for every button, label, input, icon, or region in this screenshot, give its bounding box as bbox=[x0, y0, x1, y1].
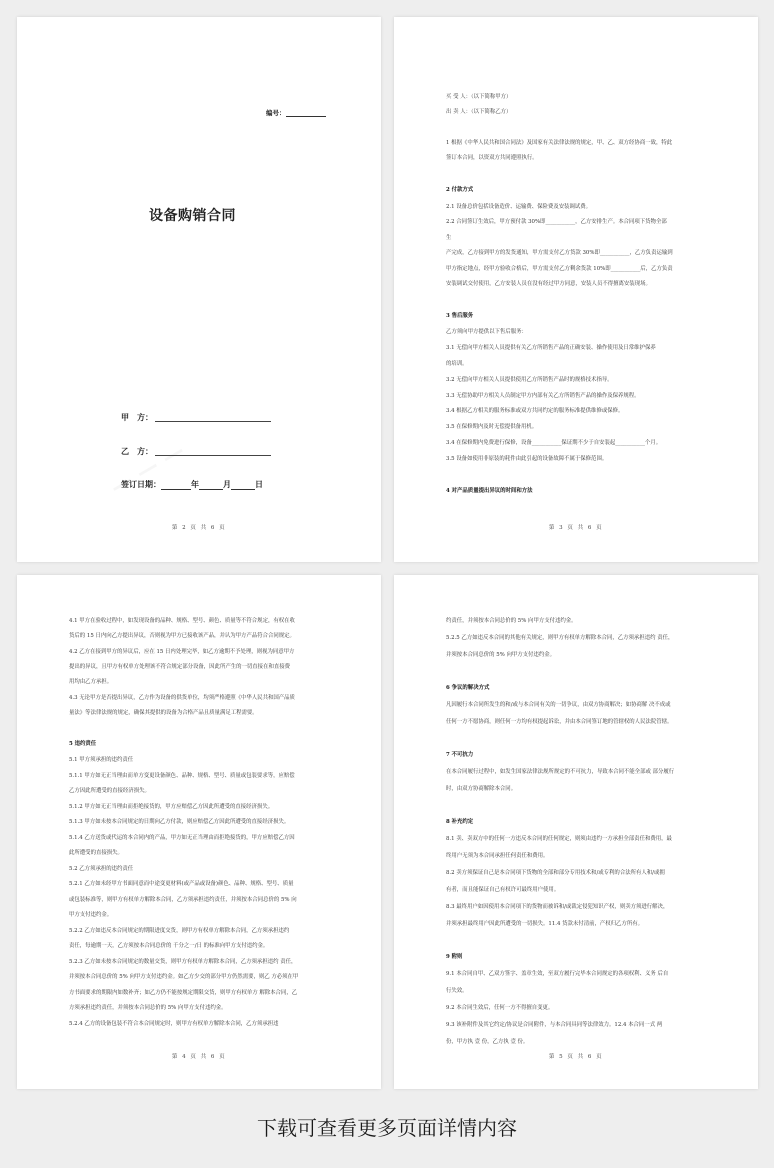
section-heading: 3 售后服务 bbox=[446, 313, 474, 319]
text-line: 5.2.3 乙方如未按本合同规定的数量交货，则甲方有权单方解除本合同，乙方须承担违约 责任， bbox=[69, 959, 297, 965]
page-folio: 第 5 页 共 6 页 bbox=[548, 1054, 604, 1060]
text-line: 3.5 设备如使用非原装的耗件由此引起的设备故障不属于保修范围。 bbox=[446, 456, 608, 462]
text-line: 8.3 最终用户如因使用本合同项下的货物而被诉和/或裁定侵犯知识产权，则卖方须进行解决， bbox=[446, 904, 669, 910]
text-line: 用均由乙方承担。 bbox=[69, 679, 113, 685]
page-folio: 第 3 页 共 6 页 bbox=[548, 525, 604, 531]
text-line: 凡因履行本合同所发生的和/或与本合同有关的一切争议，由双方协商解决；如协商解 决不成或 bbox=[446, 702, 671, 708]
text-line: 量法》等法律法规的规定，确保其提供的设备为合格产品且质量满足工程需要。 bbox=[69, 710, 258, 716]
text-line: 行失效。 bbox=[446, 988, 468, 994]
party-a-row bbox=[121, 412, 281, 426]
text-line: 生 bbox=[446, 235, 452, 241]
sign-date-row bbox=[121, 479, 263, 490]
text-line: 责任，每逾期一天，乙方须按本合同总价的 千分之一/日 的标准向甲方支付违约金。 bbox=[69, 943, 269, 949]
party-a-line bbox=[155, 421, 271, 422]
sign-date-label: 签订日期： bbox=[121, 479, 161, 489]
text-line: 5.1.1 甲方如无正当理由而单方变更设备颜色、品种、规格、型号、质量或包装要求等，应赔偿 bbox=[69, 773, 295, 779]
month-label: 月 bbox=[223, 479, 231, 489]
text-line: 并须按本合同总价的 5% 向甲方支付违约金。如乙方少交的部分甲方仍然需要，则乙 方必须在甲 bbox=[69, 974, 299, 980]
section-heading: 5 违约责任 bbox=[69, 741, 97, 747]
text-line: 3.4 根据乙方相关的服务标准或双方共同约定的服务标准提供维修或保修。 bbox=[446, 408, 624, 414]
section-heading: 4 对产品质量提出异议的时间和方法 bbox=[446, 488, 533, 494]
text-line: 5.2.1 乙方如未经甲方书面同意而中途变更材料(或产品或设备)颜色、品种、规格、型号、质量 bbox=[69, 881, 294, 887]
text-line: 终用户无须为本合同承担任何责任和费用。 bbox=[446, 853, 549, 859]
contract-number bbox=[266, 108, 326, 117]
text-line: 乙方因此所遭受的直接经济损失。 bbox=[69, 788, 150, 794]
day-line bbox=[231, 481, 255, 490]
text-line: 在本合同履行过程中，如发生国家法律法规所规定的不可抗力，导致本合同不能全部或 部分履行 bbox=[446, 769, 675, 775]
text-line: 3.2 无偿向甲方相关人员提供使用乙方所销售产品时的规格技术指导。 bbox=[446, 377, 613, 383]
text-line: 5.2.4 乙方的设备包装不符合本合同规定时，则甲方有权单方解除本合同，乙方须承担违 bbox=[69, 1021, 279, 1027]
text-line: 2.2 合同签订生效后，甲方预付款 30%即___________，乙方安排生产。本合同项下货物全部 bbox=[446, 219, 667, 225]
text-line: 甲方支付违约金。 bbox=[69, 912, 113, 918]
text-line: 方须承担违约责任，并须按本合同总价的 5% 向甲方支付违约金。 bbox=[69, 1005, 227, 1011]
year-line bbox=[161, 481, 191, 490]
text-line: 货后的 15 日内向乙方提出异议，否则视为甲方已接收该产品，并认为甲方产品符合合同规定。 bbox=[69, 633, 295, 639]
section-heading: 6 争议的解决方式 bbox=[446, 685, 490, 691]
text-line: 签订本合同，以资双方共同遵照执行。 bbox=[446, 155, 538, 161]
text-line: 此所遭受的直接损失。 bbox=[69, 850, 123, 856]
section-heading: 8 补充约定 bbox=[446, 819, 474, 825]
text-line: 1 根据《中华人民共和国合同法》及国家有关法律法规的规定，甲、乙、双方经协商一致，特此 bbox=[446, 140, 673, 146]
text-line: 9.2 本合同生效后，任何一方不得擅自变更。 bbox=[446, 1005, 554, 1011]
contract-page-3 bbox=[394, 17, 758, 562]
text-line: 5.1.2 甲方如无正当理由而拒绝接货的，甲方应赔偿乙方因此所遭受的直接经济损失。 bbox=[69, 804, 274, 810]
text-line: 5.1 甲方须承担的违约责任 bbox=[69, 757, 134, 763]
contract-page-4 bbox=[17, 575, 381, 1089]
text-line: 并须承担最终用户因此所遭受的一切损失。11.4 货款未付清前，产权归乙方所有。 bbox=[446, 921, 643, 927]
party-a-label: 甲 方： bbox=[121, 412, 153, 422]
text-line: 有者，而且能保证自己有权许可最终用户使用。 bbox=[446, 887, 560, 893]
contract-cover-page bbox=[17, 17, 381, 562]
text-line: 份，甲方执 壹 份，乙方执 壹 份。 bbox=[446, 1039, 529, 1045]
text-line: 买 受 人：（以下简称甲方） bbox=[446, 94, 512, 100]
text-line: 5.1.3 甲方如未按本合同规定的日期向乙方付款，则应赔偿乙方因此所遭受的直接经济损失。 bbox=[69, 819, 290, 825]
text-line: 时，由双方协商解除本合同。 bbox=[446, 786, 517, 792]
text-line: 4.1 甲方在验收过程中，如发现设备的品种、规格、型号、颜色、质量等不符合规定，有权在收 bbox=[69, 618, 295, 624]
text-line: 出 卖 人：（以下简称乙方） bbox=[446, 109, 512, 115]
text-line: 安装调试交付使用，乙方安装人员在没有经过甲方同意，安装人员不得擅离安装现场。 bbox=[446, 281, 651, 287]
text-line: 3.3 无偿协助甲方相关人员制定甲方内部有关乙方所销售产品的操作及保养规程。 bbox=[446, 393, 640, 399]
text-line: 产完成，乙方接到甲方的发货通知，甲方需支付乙方货款 30%即___________，乙方负责运输到 bbox=[446, 250, 673, 256]
text-line: 3.1 无偿向甲方相关人员提供有关乙方所销售产品的正确安装、操作使用及日常维护保养 bbox=[446, 345, 656, 351]
section-heading: 2 付款方式 bbox=[446, 187, 474, 193]
year-label: 年 bbox=[191, 479, 199, 489]
month-line bbox=[199, 481, 223, 490]
text-line: 约责任，并须按本合同总价的 5% 向甲方支付违约金。 bbox=[446, 618, 577, 624]
text-line: 5.2.2 乙方如违反本合同规定的期限进度交货，则甲方有权单方解除本合同，乙方须承担违约 bbox=[69, 928, 290, 934]
text-line: 5.2 乙方须承担的违约责任 bbox=[69, 866, 134, 872]
party-b-label: 乙 方： bbox=[121, 446, 153, 456]
text-line: 8.2 卖方须保证自己是本合同项下货物的全部和部分专用技术和/或专利的合法所有人和/或拥 bbox=[446, 870, 665, 876]
contract-number-line bbox=[286, 110, 326, 117]
text-line: 9.3 该补附件及其它约定/协议是合同附件，与本合同具同等法律效力。12.4 本合同一式 两 bbox=[446, 1022, 663, 1028]
text-line: 3.5 在保修期内及时无偿提供备用机。 bbox=[446, 424, 538, 430]
text-line: 的培训。 bbox=[446, 361, 468, 367]
page-folio: 第 4 页 共 6 页 bbox=[171, 1054, 227, 1060]
party-b-row bbox=[121, 446, 281, 460]
section-heading: 7 不可抗力 bbox=[446, 752, 474, 758]
text-line: 9.1 本合同自甲、乙双方签字、盖章生效，至双方履行完毕本合同规定的各项权利、义务 后自 bbox=[446, 971, 669, 977]
text-line: 并须按本合同总价的 5% 向甲方支付违约金。 bbox=[446, 652, 556, 658]
contract-title: 设备购销合同 bbox=[149, 208, 236, 224]
text-line: 提出的异议，且甲方有权单方处理该不符合规定部分设备，因此所产生的一切直接在和直接费 bbox=[69, 664, 291, 670]
text-line: 5.1.4 乙方送货或代运的本合同内的产品，甲方如无正当理由而拒绝接货的，甲方应赔偿乙方因 bbox=[69, 835, 295, 841]
day-label: 日 bbox=[255, 479, 263, 489]
contract-page-5 bbox=[394, 575, 758, 1089]
text-line: 乙方须向甲方提供以下售后服务： bbox=[446, 329, 527, 335]
contract-number-label: 编号： bbox=[266, 109, 286, 117]
party-b-line bbox=[155, 455, 271, 456]
text-line: 8.1 卖、卖双方中的任何一方违反本合同的任何规定，则须由违约一方承担全部责任和费用，最 bbox=[446, 836, 672, 842]
text-line: 甲方指定地点，经甲方验收合格后，甲方需支付乙方剩余货款 10%即___________后，乙方负责 bbox=[446, 266, 673, 272]
text-line: 或包装标准等，则甲方有权单方解除本合同，乙方须承担违约责任，并须按本合同总价的 5% 向 bbox=[69, 897, 297, 903]
text-line: 3.4 在保修期内免费进行保修，设备___________保证期不少于自安装起___________个月。 bbox=[446, 440, 662, 446]
section-heading: 9 附则 bbox=[446, 954, 463, 960]
text-line: 5.2.5 乙方如违反本合同的其他有关规定，则甲方有权单方解除本合同，乙方须承担违约 责任， bbox=[446, 635, 674, 641]
text-line: 4.3 无论甲方是否提出异议，乙方作为设备的供货单位，均须严格遵照《中华人民共和国产品质 bbox=[69, 695, 295, 701]
download-caption: 下载可查看更多页面详情内容 bbox=[257, 1116, 517, 1140]
text-line: 2.1 设备总价包括设备造价、运输费、保险费及安装调试费。 bbox=[446, 204, 592, 210]
text-line: 方书面要求的期限内如数补齐；如乙方仍不能按规定期限交货，则甲方有权单方 解除本合同，乙 bbox=[69, 990, 298, 996]
text-line: 4.2 乙方在接到甲方的异议后，应在 15 日内处理完毕，如乙方逾期不予处理，则视为同意甲方 bbox=[69, 649, 295, 655]
text-line: 任何一方不愿协商，则任何一方均有权提起诉讼，并由本合同签订地的管辖权的人民法院管辖。 bbox=[446, 719, 673, 725]
page-folio: 第 2 页 共 6 页 bbox=[171, 525, 227, 531]
